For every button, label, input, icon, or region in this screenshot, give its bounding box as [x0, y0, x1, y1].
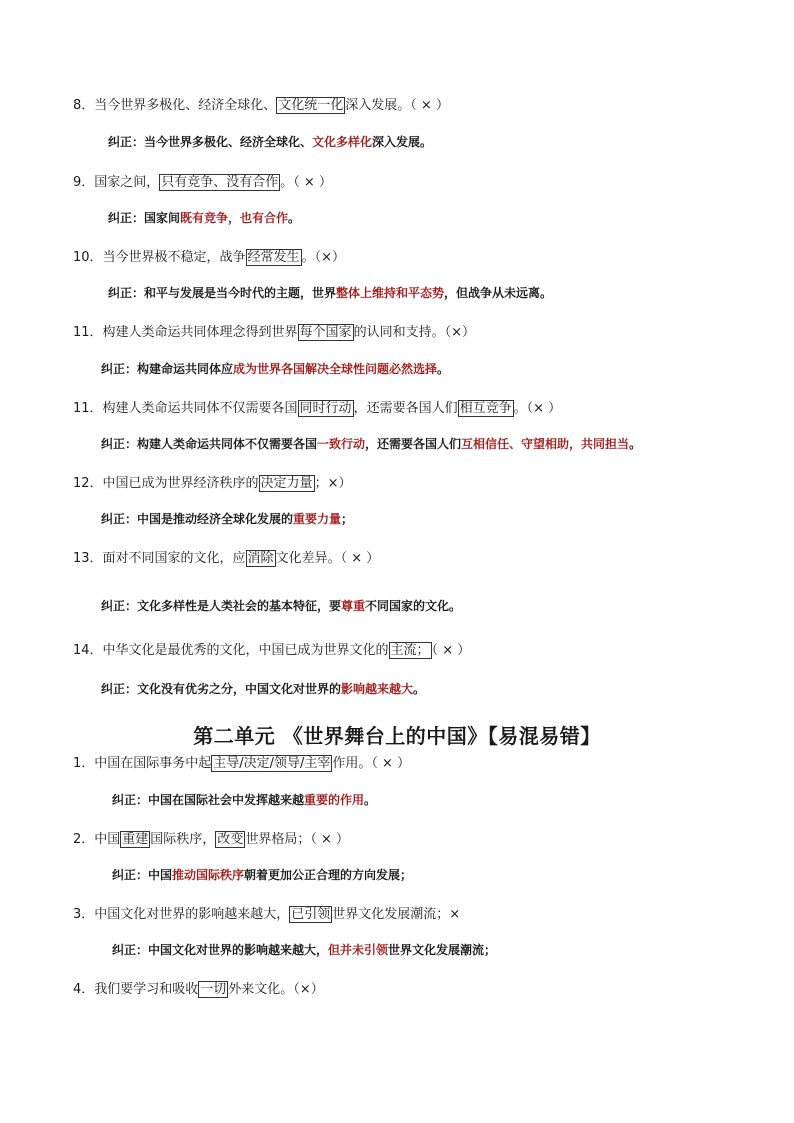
text-segment: 国际秩序，	[150, 832, 216, 847]
boxed-error-phrase: 重建	[122, 832, 149, 847]
correction-item-1	[112, 791, 376, 808]
text-segment: 纠正：中国是推动经济全球化发展的	[101, 512, 294, 526]
correction-item-2	[112, 866, 412, 883]
boxed-error-phrase: 相互竞争	[459, 401, 512, 416]
correction-item-8	[108, 133, 432, 150]
text-segment: 世界文化发展潮流；×	[332, 907, 461, 922]
text-segment: ，但战争从未远离。	[444, 286, 553, 300]
text-segment: 纠正：当今世界多极化、经济全球化、	[108, 135, 313, 149]
text-segment: 。（×）	[301, 250, 345, 265]
section-heading: 第二单元 《世界舞台上的中国》【易混易错】	[193, 724, 601, 748]
highlighted-correction: 重要的作用	[304, 793, 365, 807]
text-segment: （ × ）	[431, 643, 471, 658]
question-item-11a	[73, 321, 475, 340]
text-segment: 。	[629, 437, 642, 451]
boxed-error-phrase: 文化统一化	[278, 98, 344, 113]
question-item-2	[73, 828, 349, 847]
text-segment: 9．国家之间，	[73, 175, 160, 190]
text-segment: 作用。（ × ）	[332, 756, 411, 771]
text-segment: 。（× ）	[513, 401, 562, 416]
text-segment: 。（ × ）	[280, 175, 332, 190]
text-segment: 文化差异。（ × ）	[275, 551, 380, 566]
question-item-1	[73, 752, 410, 771]
question-item-3	[73, 903, 460, 922]
question-item-13	[73, 547, 379, 566]
text-segment: 世界格局；（ × ）	[245, 832, 349, 847]
highlighted-correction: 整体上维持和平态势	[336, 286, 445, 300]
text-segment: 纠正：文化没有优劣之分，中国文化对世界的	[101, 682, 342, 696]
text-segment: 世界文化发展潮流；	[388, 943, 497, 957]
highlighted-correction: 互相信任、守望相助，共同担当	[461, 437, 630, 451]
text-segment: 的认同和支持。（×）	[353, 325, 475, 340]
boxed-error-phrase: 经常发生	[247, 250, 300, 265]
correction-item-9	[108, 209, 300, 226]
text-segment: 纠正：中国在国际社会中发挥越来越	[112, 793, 305, 807]
correction-item-14	[101, 680, 425, 697]
correction-item-12	[101, 510, 353, 527]
text-segment: ，还需要各国人们	[365, 437, 462, 451]
text-segment: 不同国家的文化。	[365, 599, 462, 613]
text-segment: ；	[341, 512, 354, 526]
text-segment: 。	[364, 793, 377, 807]
text-segment: 11．构建人类命运共同体不仅需要各国	[73, 401, 298, 416]
text-segment: 纠正：中国	[112, 868, 173, 882]
text-segment: 纠正：国家间	[108, 211, 181, 225]
question-item-4	[73, 978, 324, 997]
text-segment: 朝着更加公正合理的方向发展；	[244, 868, 413, 882]
text-segment: 4．我们要学习和吸收	[73, 982, 199, 997]
correction-item-3	[112, 941, 496, 958]
question-item-12	[73, 472, 351, 491]
text-segment: 外来文化。（×）	[228, 982, 324, 997]
highlighted-correction: 既有竞争，也有合作	[180, 211, 289, 225]
highlighted-correction: 文化多样化	[312, 135, 373, 149]
highlighted-correction: 一致行动	[317, 437, 366, 451]
text-segment: 12．中国已成为世界经济秩序的	[73, 476, 259, 491]
text-segment: 。	[437, 362, 450, 376]
text-segment: 2．中国	[73, 832, 121, 847]
boxed-error-phrase: 同时行动	[299, 401, 352, 416]
text-segment: 1．中国在国际事务中起	[73, 756, 212, 771]
text-segment: 3．中国文化对世界的影响越来越大，	[73, 907, 290, 922]
question-item-8	[73, 94, 449, 113]
highlighted-correction: 重要力量	[293, 512, 342, 526]
boxed-error-phrase: 主导/决定/领导/主宰	[213, 756, 331, 771]
text-segment: 深入发展。（ × ）	[345, 98, 449, 113]
highlighted-correction: 但并未引领	[328, 943, 389, 957]
text-segment: ，还需要各国人们	[353, 401, 458, 416]
question-item-10	[73, 246, 345, 265]
question-item-11b	[73, 397, 561, 416]
question-item-9	[73, 171, 332, 190]
text-segment: 11．构建人类命运共同体理念得到世界	[73, 325, 298, 340]
text-segment: ；×）	[314, 476, 352, 491]
boxed-error-phrase: 只有竞争、没有合作	[161, 175, 279, 190]
highlighted-correction: 影响越来越大	[341, 682, 414, 696]
text-segment: 14．中华文化是最优秀的文化，中国已成为世界文化的	[73, 643, 389, 658]
correction-item-11b	[101, 435, 641, 452]
text-segment: 。	[288, 211, 301, 225]
boxed-error-phrase: 每个国家	[299, 325, 352, 340]
boxed-error-phrase: 主流；	[390, 643, 430, 658]
question-item-14	[73, 639, 470, 658]
boxed-error-phrase: 一切	[200, 982, 227, 997]
boxed-error-phrase: 消除	[247, 551, 274, 566]
text-segment: 纠正：文化多样性是人类社会的基本特征，要	[101, 599, 342, 613]
highlighted-correction: 成为世界各国解决全球性问题必然选择	[233, 362, 438, 376]
text-segment: 10．当今世界极不稳定，战争	[73, 250, 246, 265]
text-segment: 深入发展。	[372, 135, 433, 149]
boxed-error-phrase: 决定力量	[260, 476, 313, 491]
boxed-error-phrase: 改变	[217, 832, 244, 847]
text-segment: 纠正：和平与发展是当今时代的主题，世界	[108, 286, 337, 300]
correction-item-13	[101, 597, 461, 614]
text-segment: 纠正：中国文化对世界的影响越来越大，	[112, 943, 329, 957]
boxed-error-phrase: 已引领	[291, 907, 331, 922]
text-segment: 8．当今世界多极化、经济全球化、	[73, 98, 277, 113]
correction-item-10	[108, 284, 552, 301]
highlighted-correction: 推动国际秩序	[172, 868, 245, 882]
text-segment: 纠正：构建人类命运共同体不仅需要各国	[101, 437, 318, 451]
text-segment: 。	[413, 682, 426, 696]
text-segment: 13．面对不同国家的文化，应	[73, 551, 246, 566]
highlighted-correction: 尊重	[341, 599, 366, 613]
correction-item-11a	[101, 360, 449, 377]
text-segment: 纠正：构建命运共同体应	[101, 362, 234, 376]
